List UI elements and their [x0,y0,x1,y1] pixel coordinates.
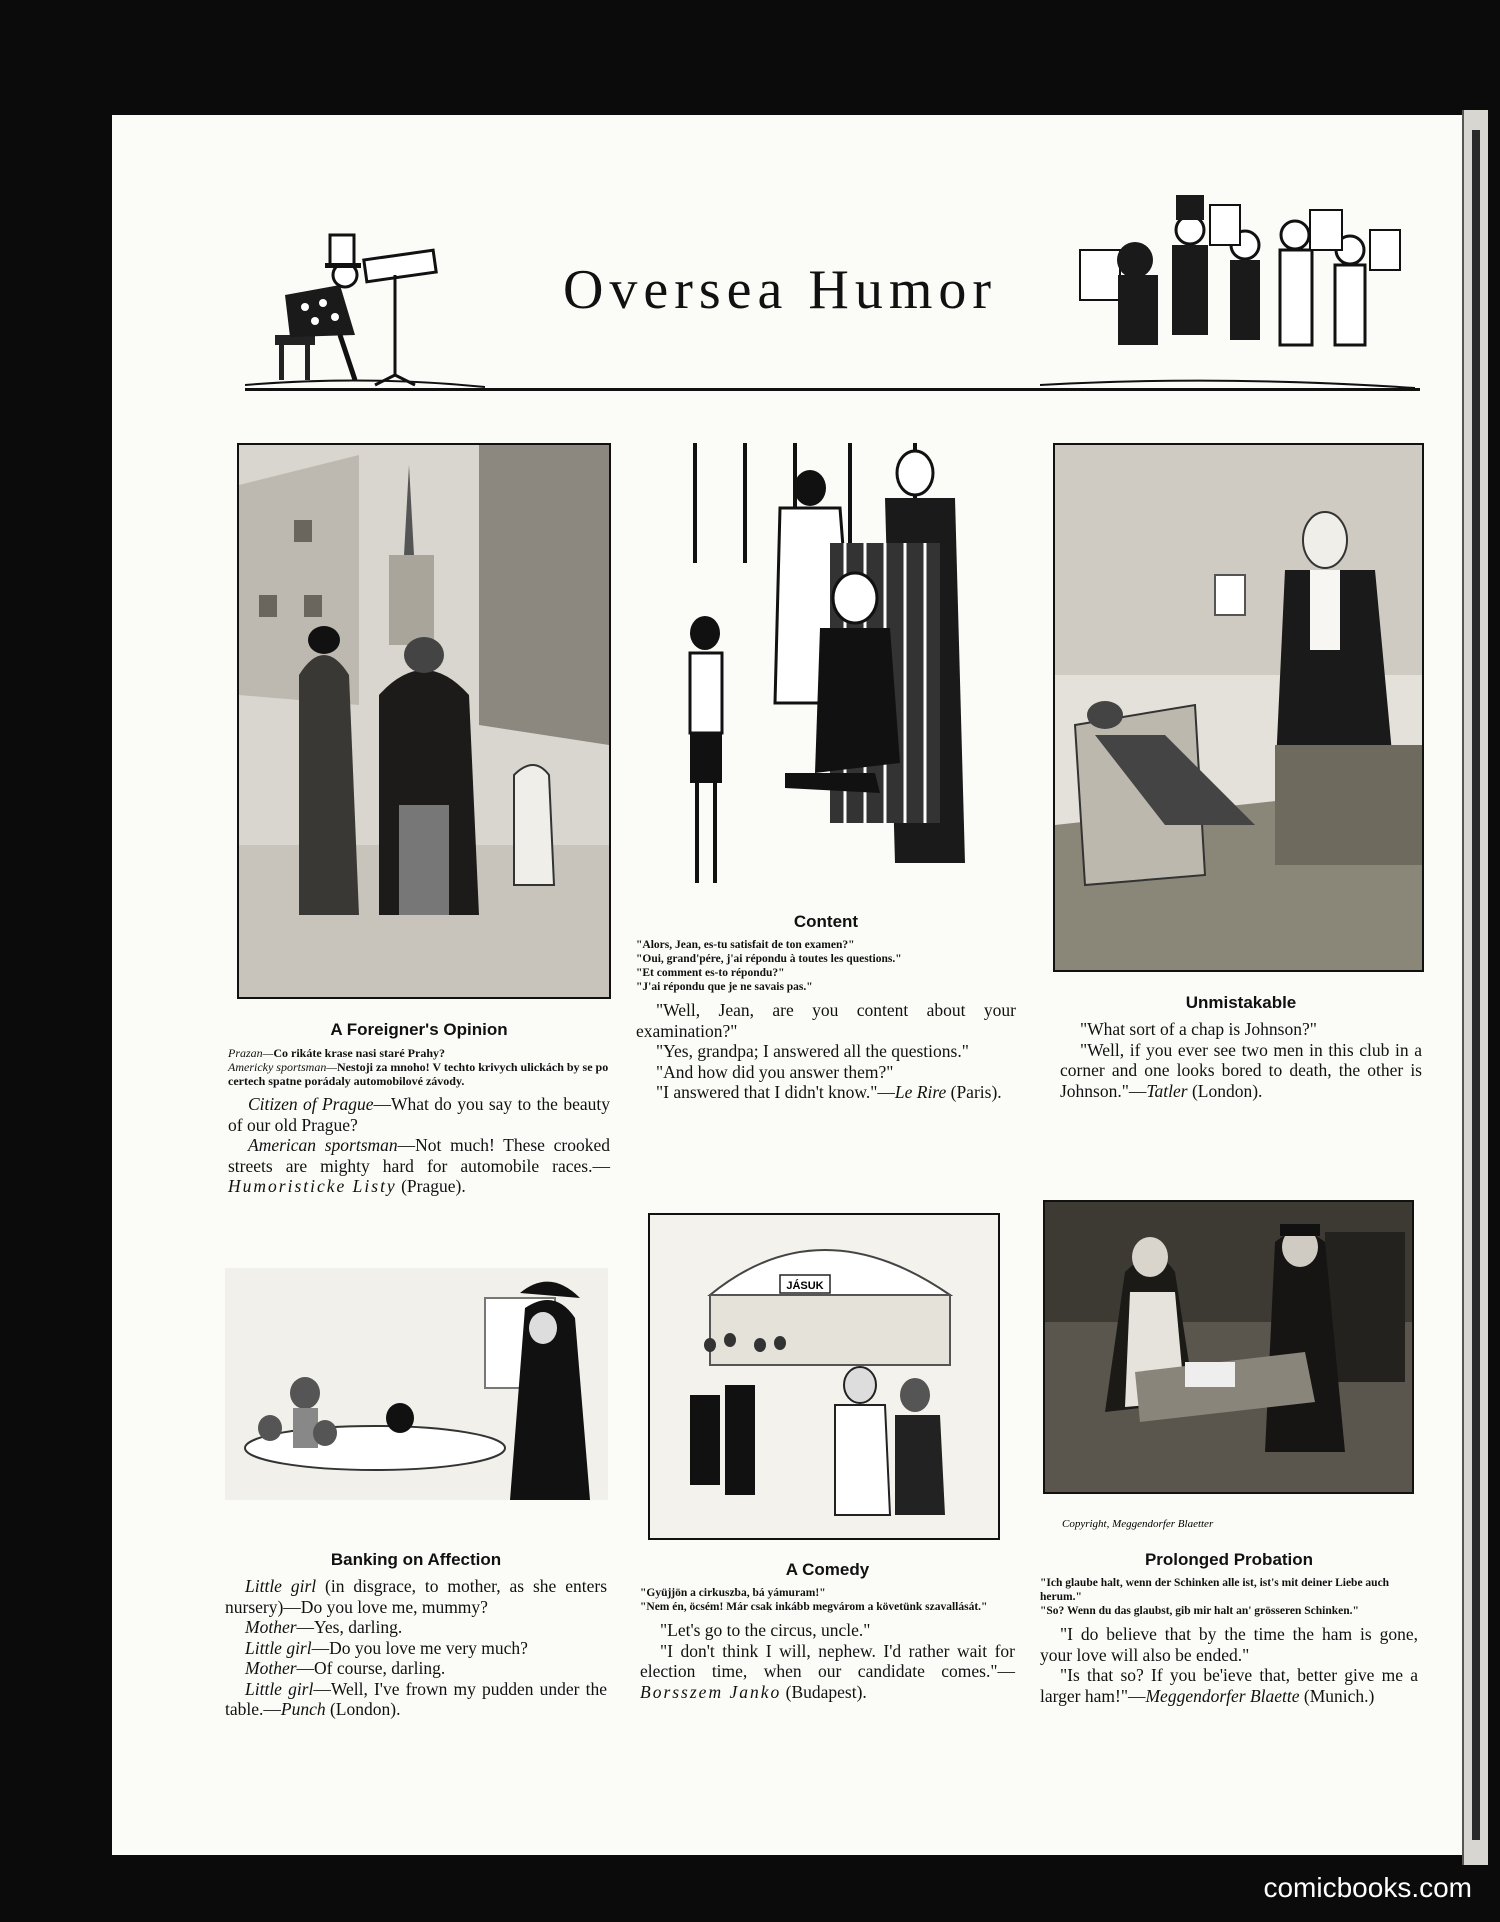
english-line: "Well, if you ever see two men in this club in a corner and one looks bored to death, the other is Johnson."—Tatler (London). [1060,1039,1422,1101]
caption-title: A Foreigner's Opinion [330,1020,508,1039]
foreign-text: Prazan—Co rikáte krase nasi staré Prahy? [228,1046,445,1060]
circus-sign: JÁSUK [786,1280,824,1292]
content-caption [636,912,1016,1103]
caption-title: Prolonged Probation [1144,1550,1314,1569]
english-line: "What sort of a chap is Johnson?" [1080,1019,1317,1039]
foreign-text: "J'ai répondu que je ne savais pas." [636,981,813,993]
english-line: "I answered that I didn't know."—Le Rire (Paris). [656,1082,1002,1102]
foreigners-opinion-cartoon [237,443,611,999]
english-line: "I do believe that by the time the ham is gone, your love will also be ended." [1040,1624,1418,1665]
a-comedy-cartoon [648,1213,1000,1540]
prolonged-probation-caption [1040,1550,1418,1706]
unmistakable-caption [1060,993,1422,1101]
english-line: Little girl—Do you love me very much? [245,1637,528,1658]
english-line: "Let's go to the circus, uncle." [660,1620,871,1640]
english-line: Citizen of Prague—What do you say to the beauty of our old Prague? [228,1094,610,1135]
caption-title: Banking on Affection [330,1550,502,1569]
foreign-press-crowd-illustration [1040,190,1415,395]
english-line: "And how did you answer them?" [656,1061,894,1082]
english-line: American sportsman—Not much! These crooked streets are mighty hard for automobile races.—Humoristicke Listy (Prague). [228,1135,610,1196]
unmistakable-cartoon [1053,443,1424,972]
english-line: Little girl (in disgrace, to mother, as she enters nursery)—Do you love me, mummy? [225,1576,607,1617]
english-line: Mother—Yes, darling. [245,1617,403,1637]
english-line: "Yes, grandpa; I answered all the questions." [656,1041,969,1061]
page-title: Oversea Humor [562,259,998,321]
english-line: Little girl—Well, I've frown my pudden under the table.—Punch (London). [225,1678,607,1719]
foreign-text: "Alors, Jean, es-tu satisfait de ton examen?" [636,939,855,951]
foreign-text: "Gyüjjön a cirkuszba, bá yámuram!" [640,1587,826,1599]
site-watermark: comicbooks.com [1263,1872,1472,1903]
uncle-sam-telescope-illustration [245,225,485,390]
caption-title: Unmistakable [1185,993,1297,1012]
banking-on-affection-cartoon [225,1268,608,1500]
header-rule [245,388,1420,391]
foreigners-opinion-caption [228,1020,610,1197]
foreign-text: "So? Wenn du das glaubst, gib mir halt an' grösseren Schinken." [1040,1605,1359,1617]
english-line: "Is that so? If you be'ieve that, better give me a larger ham!"—Meggendorfer Blaette (Munich.) [1040,1665,1418,1706]
english-line: "I don't think I will, nephew. I'd rather wait for election time, when our candidate comes."—Borsszem Janko (Budapest). [640,1640,1015,1702]
foreign-text: "Et comment es-to répondu?" [636,967,785,979]
foreign-text: "Oui, grand'pére, j'ai répondu à toutes les questions." [636,953,902,965]
foreign-text: "Nem én, öcsém! Már csak inkább megvárom a követünk szavallását." [640,1601,988,1613]
a-comedy-caption [640,1560,1015,1702]
foreign-text: "Ich glaube halt, wenn der Schinken alle ist, ist's mit deiner Liebe auch herum." [1040,1577,1390,1603]
english-line: "Well, Jean, are you content about your examination?" [636,1000,1016,1041]
caption-title: A Comedy [785,1560,870,1579]
binding-shadow [1472,130,1480,1840]
foreign-text: Americky sportsman—Nestoji za mnoho! V techto krivych ulickách by se po certech spatne porádaly automobilové závody. [228,1060,609,1088]
prolonged-probation-cartoon [1043,1200,1414,1494]
content-cartoon [655,443,995,888]
banking-on-affection-caption [225,1550,607,1720]
caption-title: Content [793,912,859,931]
copyright-credit: Copyright, Meggendorfer Blaetter [1062,1518,1214,1530]
english-line: Mother—Of course, darling. [245,1658,446,1678]
